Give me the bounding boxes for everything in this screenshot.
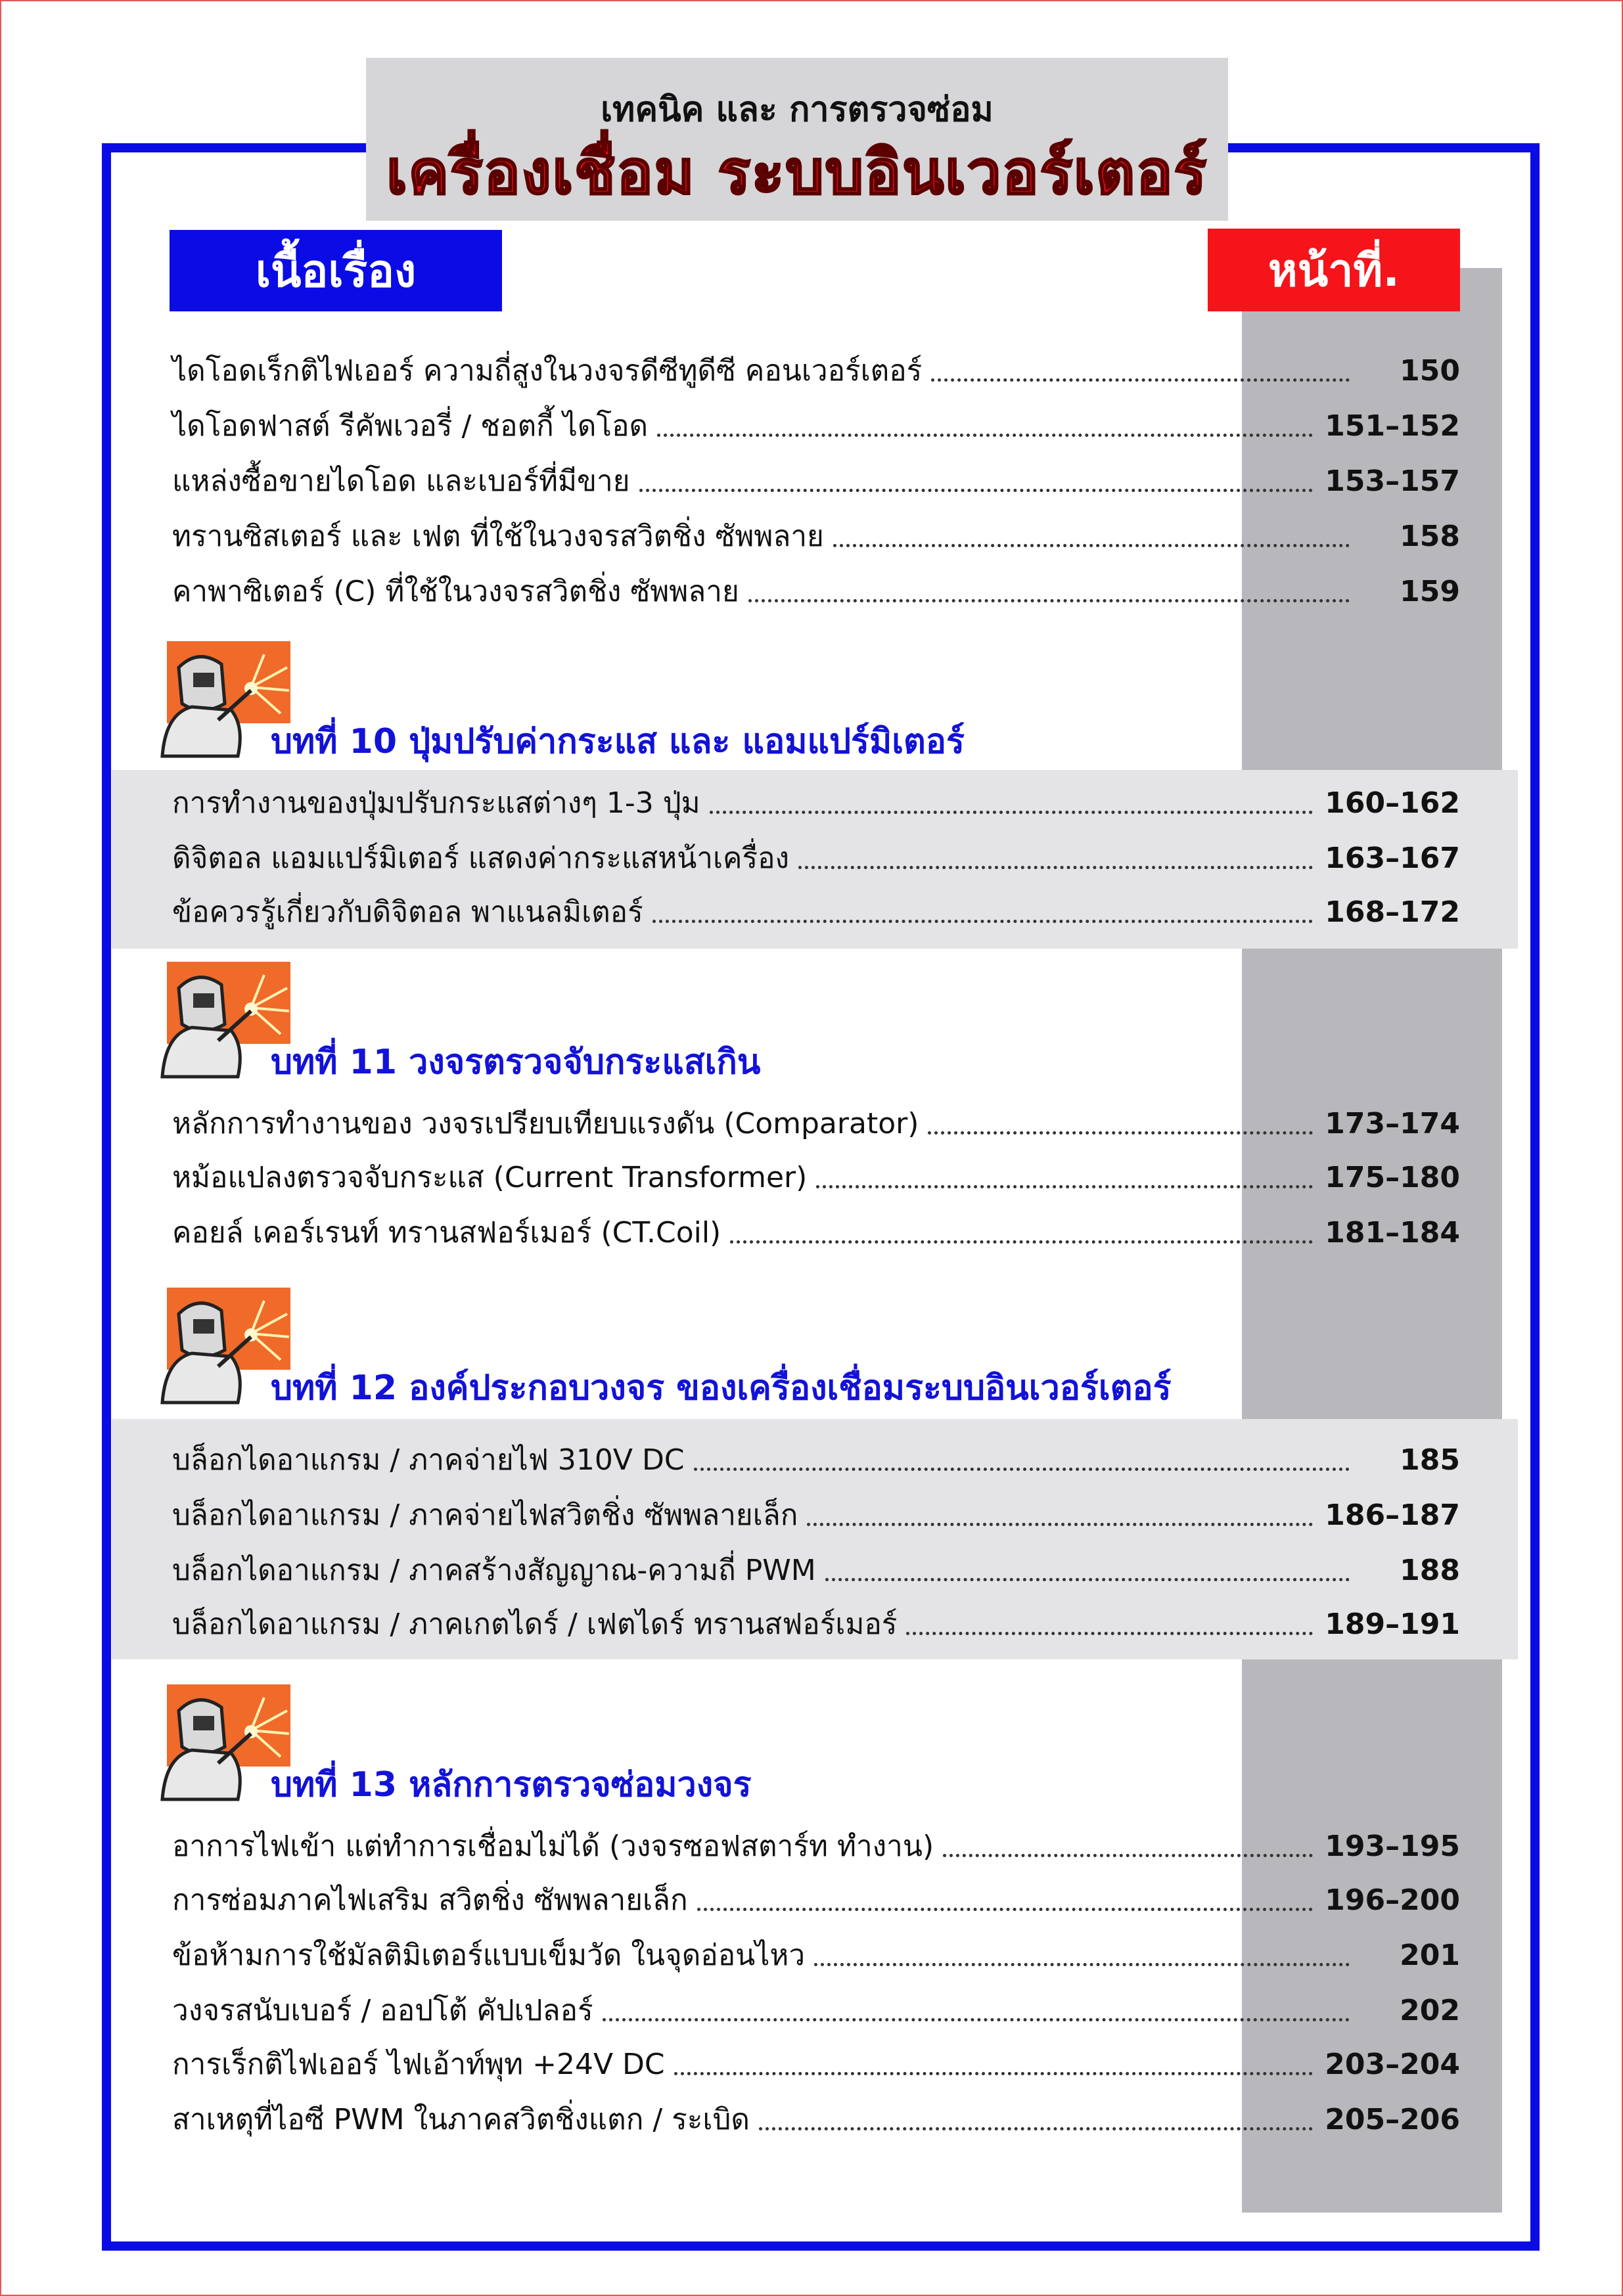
toc-entry-page: 205–206 xyxy=(1325,2102,1460,2136)
toc-entry-page: 185 xyxy=(1400,1443,1460,1477)
toc-entry xyxy=(172,1495,1460,1535)
toc-entry-page: 173–174 xyxy=(1325,1106,1460,1140)
toc-entry-page: 158 xyxy=(1400,519,1460,553)
leader-dots xyxy=(906,1632,1313,1635)
chapter-title: บทที่ 11 วงจรตรวจจับกระแสเกิน xyxy=(271,1043,761,1082)
contents-header: เนื้อเรื่อง xyxy=(170,230,502,311)
toc-entry-page: 153–157 xyxy=(1325,464,1460,498)
toc-entry-text: บล็อกไดอาแกรม / ภาคสร้างสัญญาณ-ความถี่ PWM xyxy=(172,1554,816,1587)
leader-dots xyxy=(931,378,1350,382)
leader-dots xyxy=(928,1131,1313,1135)
toc-entry-page: 196–200 xyxy=(1325,1883,1460,1917)
chapter-10-heading xyxy=(152,641,1401,759)
toc-entry xyxy=(172,572,1460,611)
toc-entry-page: 202 xyxy=(1400,1993,1460,2027)
toc-entry-text: ข้อควรรู้เกี่ยวกับดิจิตอล พาแนลมิเตอร์ xyxy=(172,895,643,929)
toc-entry-text: หลักการทำงานของ วงจรเปรียบเทียบแรงดัน (Comparator) xyxy=(172,1107,919,1140)
chapter-title: บทที่ 13 หลักการตรวจซ่อมวงจร xyxy=(271,1765,752,1805)
leader-dots xyxy=(825,1578,1350,1581)
toc-entry xyxy=(172,1104,1460,1143)
toc-entry xyxy=(172,1213,1460,1252)
chapter-11-heading xyxy=(152,962,1401,1080)
toc-entry xyxy=(172,1991,1460,2030)
toc-entry-text: ดิจิตอล แอมแปร์มิเตอร์ แสดงค่ากระแสหน้าเครื่อง xyxy=(172,842,790,875)
toc-entry-page: 193–195 xyxy=(1325,1829,1460,1863)
toc-entry xyxy=(172,1158,1460,1197)
welder-icon xyxy=(152,962,290,1080)
chapter-title: บทที่ 12 องค์ประกอบวงจร ของเครื่องเชื่อมระบบอินเวอร์เตอร์ xyxy=(271,1368,1172,1408)
toc-entry xyxy=(172,783,1460,822)
toc-entry xyxy=(172,1604,1460,1644)
welder-icon xyxy=(152,641,290,759)
toc-entry-page: 186–187 xyxy=(1325,1498,1460,1532)
leader-dots xyxy=(748,599,1350,602)
toc-entry xyxy=(172,2100,1460,2139)
leader-dots xyxy=(652,920,1314,923)
toc-entry-page: 203–204 xyxy=(1325,2047,1460,2081)
toc-entry-text: หม้อแปลงตรวจจับกระแส (Current Transformer) xyxy=(172,1161,808,1194)
leader-dots xyxy=(639,489,1314,492)
toc-entry xyxy=(172,892,1460,932)
title-subtitle: เทคนิค และ การตรวจซ่อม xyxy=(601,90,994,129)
page-header: หน้าที่. xyxy=(1208,229,1460,311)
toc-entry-page: 168–172 xyxy=(1325,895,1460,929)
toc-entry xyxy=(172,461,1460,501)
toc-entry-page: 151–152 xyxy=(1325,409,1460,443)
toc-entry-text: คอยล์ เคอร์เรนท์ ทรานสฟอร์เมอร์ (CT.Coil) xyxy=(172,1216,721,1249)
leader-dots xyxy=(807,1523,1313,1526)
toc-entry-page: 188 xyxy=(1400,1553,1460,1587)
toc-entry-text: ทรานซิสเตอร์ และ เฟต ที่ใช้ในวงจรสวิตชิ่ง ซัพพลาย xyxy=(172,520,824,553)
toc-entry-page: 181–184 xyxy=(1325,1215,1460,1249)
toc-entry xyxy=(172,406,1460,445)
toc-entry-text: วงจรสนับเบอร์ / ออปโต้ คัปเปลอร์ xyxy=(172,1994,593,2027)
toc-entry-text: ไดโอดเร็กติไฟเออร์ ความถี่สูงในวงจรดีซีทูดีซี คอนเวอร์เตอร์ xyxy=(172,354,923,388)
leader-dots xyxy=(674,2072,1314,2075)
toc-entry-text: ข้อห้ามการใช้มัลติมิเตอร์แบบเข็มวัด ในจุดอ่อนไหว xyxy=(172,1939,806,1972)
toc-entry-text: การทำงานของปุ่มปรับกระแสต่างๆ 1-3 ปุ่ม xyxy=(172,786,700,820)
leader-dots xyxy=(798,866,1313,869)
leader-dots xyxy=(710,811,1314,814)
chapter-13-heading xyxy=(152,1684,1401,1803)
toc-entry-page: 150 xyxy=(1400,353,1460,388)
toc-entry xyxy=(172,838,1460,878)
leader-dots xyxy=(814,1963,1350,1966)
toc-entry-page: 163–167 xyxy=(1325,841,1460,875)
welder-icon xyxy=(152,1684,290,1803)
toc-entry-text: คาพาซิเตอร์ (C) ที่ใช้ในวงจรสวิตชิ่ง ซัพพลาย xyxy=(172,575,739,608)
toc-entry-page: 159 xyxy=(1400,574,1460,608)
toc-entry-page: 175–180 xyxy=(1325,1160,1460,1194)
toc-entry xyxy=(172,516,1460,556)
toc-entry-text: บล็อกไดอาแกรม / ภาคเกตไดร์ / เฟตไดร์ ทรานสฟอร์เมอร์ xyxy=(172,1608,898,1641)
toc-entry-text: ไดโอดฟาสต์ รีคัพเวอรี่ / ชอตกี้ ไดโอด xyxy=(172,409,649,443)
toc-entry xyxy=(172,1550,1460,1590)
leader-dots xyxy=(759,2127,1313,2130)
welder-icon xyxy=(152,1288,290,1406)
toc-entry-text: บล็อกไดอาแกรม / ภาคจ่ายไฟ 310V DC xyxy=(172,1443,685,1477)
leader-dots xyxy=(697,1908,1314,1911)
toc-entry xyxy=(172,1826,1460,1866)
toc-entry-text: แหล่งซื้อขายไดโอด และเบอร์ที่มีขาย xyxy=(172,464,630,498)
toc-entry xyxy=(172,1880,1460,1920)
leader-dots xyxy=(694,1468,1350,1471)
toc-entry-text: การซ่อมภาคไฟเสริม สวิตชิ่ง ซัพพลายเล็ก xyxy=(172,1883,688,1917)
toc-entry xyxy=(172,2044,1460,2084)
toc-entry-text: สาเหตุที่ไอซี PWM ในภาคสวิตชิ่งแตก / ระเบิด xyxy=(172,2103,750,2136)
title-main: เครื่องเชื่อม ระบบอินเวอร์เตอร์ xyxy=(386,137,1208,208)
toc-entry-page: 201 xyxy=(1400,1938,1460,1972)
leader-dots xyxy=(603,2018,1350,2021)
leader-dots xyxy=(657,434,1313,437)
toc-entry-page: 189–191 xyxy=(1325,1607,1460,1641)
leader-dots xyxy=(833,544,1350,547)
toc-entry xyxy=(172,1935,1460,1975)
toc-entry xyxy=(172,1440,1460,1479)
leader-dots xyxy=(816,1185,1313,1188)
toc-entry-text: การเร็กติไฟเออร์ ไฟเอ้าท์พุท +24V DC xyxy=(172,2048,665,2081)
leader-dots xyxy=(730,1240,1313,1244)
toc-entry-text: อาการไฟเข้า แต่ทำการเชื่อมไม่ได้ (วงจรซอฟสตาร์ท ทำงาน) xyxy=(172,1830,934,1863)
chapter-title: บทที่ 10 ปุ่มปรับค่ากระแส และ แอมแปร์มิเตอร์ xyxy=(271,722,965,761)
title-box xyxy=(366,58,1228,221)
leader-dots xyxy=(943,1854,1313,1857)
toc-entry-page: 160–162 xyxy=(1325,786,1460,820)
toc-entry-text: บล็อกไดอาแกรม / ภาคจ่ายไฟสวิตชิ่ง ซัพพลายเล็ก xyxy=(172,1498,798,1532)
toc-entry xyxy=(172,351,1460,390)
chapter-12-heading xyxy=(152,1288,1401,1406)
